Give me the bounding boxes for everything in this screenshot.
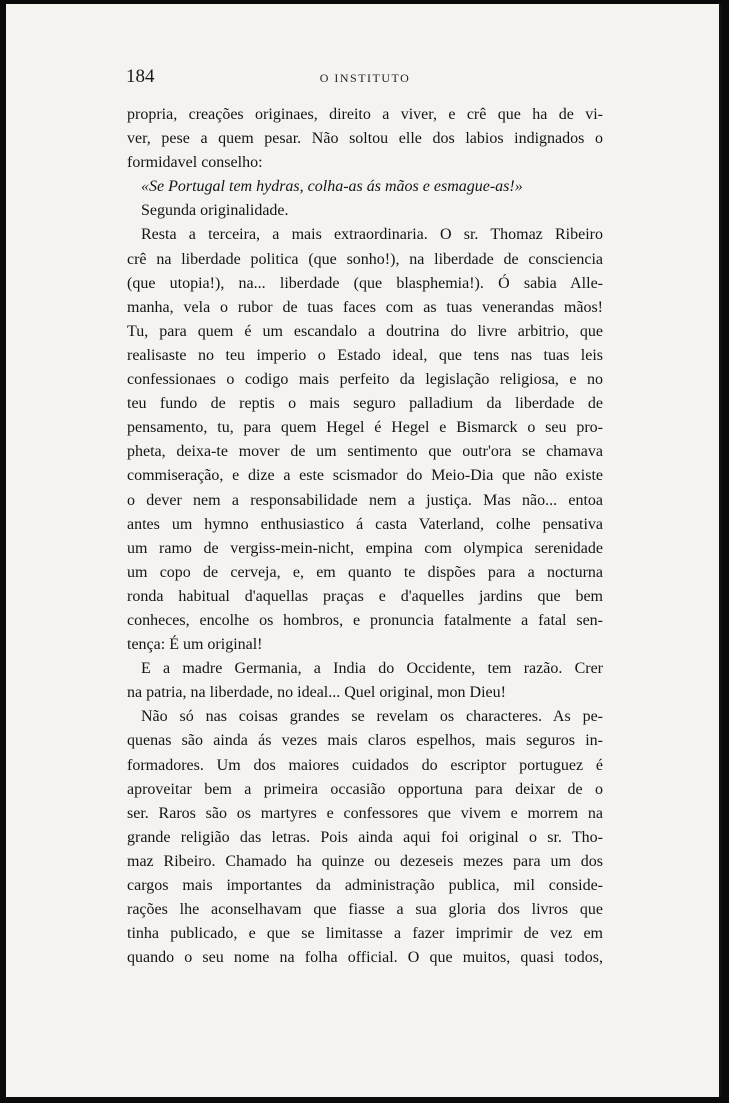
text-line: confessionaes o codigo mais perfeito da legislação religiosa, e no: [127, 371, 603, 389]
text-line: quando o seu nome na folha official. O que muitos, quasi todos,: [127, 949, 603, 967]
text-line: um copo de cerveja, e, em quanto te dispões para a nocturna: [127, 563, 603, 581]
text-line: Segunda originalidade.: [141, 202, 289, 220]
page-header: [126, 66, 604, 90]
text-line: commiseração, e dize a este scismador do Meio-Dia que não existe: [127, 467, 603, 485]
text-line: formadores. Um dos maiores cuidados do escriptor portuguez é: [127, 756, 603, 774]
text-line: tença: É um original!: [127, 636, 263, 654]
text-line: pheta, deixa-te mover de um sentimento que outr'ora se chamava: [127, 443, 603, 461]
text-line: na patria, na liberdade, no ideal... Quel original, mon Dieu!: [127, 684, 506, 702]
body-text: [127, 103, 603, 970]
text-line: cargos mais importantes da administração publica, mil conside-: [127, 877, 603, 894]
text-line: Resta a terceira, a mais extraordinaria. O sr. Thomaz Ribeiro: [141, 226, 603, 244]
text-line: teu fundo de reptis o mais seguro palladium da liberdade de: [127, 395, 603, 413]
text-line: manha, vela o rubor de tuas faces com as tuas venerandas mãos!: [127, 298, 603, 316]
page-number: 184: [126, 66, 155, 87]
running-head: O INSTITUTO: [319, 71, 411, 85]
text-line: conheces, encolhe os hombros, e pronuncia fatalmente a fatal sen-: [127, 611, 603, 629]
text-line: tinha publicado, e que se limitasse a fazer imprimir de vez em: [127, 925, 603, 943]
text-line: aproveitar bem a primeira occasião opportuna para deixar de o: [127, 780, 603, 798]
text-line: Tu, para quem é um escandalo a doutrina do livre arbitrio, que: [127, 322, 603, 340]
text-line: E a madre Germania, a India do Occidente, tem razão. Crer: [141, 660, 603, 678]
text-line: formidavel conselho:: [127, 154, 263, 172]
text-line: pensamento, tu, para quem Hegel é Hegel e Bismarck o seu pro-: [127, 419, 603, 437]
text-line: rações lhe aconselhavam que fiasse a sua gloria dos livros que: [127, 901, 603, 919]
text-line: (que utopia!), na... liberdade (que blasphemia!). Ó sabia Alle-: [127, 274, 603, 292]
quoted-line: «Se Portugal tem hydras, colha-as ás mãos e esmague-as!»: [141, 178, 523, 196]
text-line: um ramo de vergiss-mein-nicht, empina com olympica serenidade: [127, 539, 603, 557]
text-line: Não só nas coisas grandes se revelam os characteres. As pe-: [141, 708, 603, 726]
text-line: grande religião das letras. Pois ainda aqui foi original o sr. Tho-: [127, 828, 603, 846]
text-line: ser. Raros são os martyres e confessores que vivem e morrem na: [127, 804, 603, 822]
text-line: crê na liberdade politica (que sonho!), na liberdade de consciencia: [127, 250, 603, 268]
text-line: ronda habitual d'aquellas praças e d'aquelles jardins que bem: [127, 587, 603, 605]
text-line: ver, pese a quem pesar. Não soltou elle dos labios indignados o: [127, 130, 603, 148]
text-line: antes um hymno enthusiastico á casta Vaterland, colhe pensativa: [127, 515, 603, 533]
text-line: maz Ribeiro. Chamado ha quinze ou dezeseis mezes para um dos: [127, 852, 603, 870]
book-page: [6, 4, 722, 1097]
text-line: quenas são ainda ás vezes mais claros espelhos, mais seguros in-: [127, 732, 603, 750]
text-line: propria, creações originaes, direito a viver, e crê que ha de vi-: [127, 106, 603, 123]
text-line: o dever nem a responsabilidade nem a justiça. Mas não... entoa: [127, 491, 603, 509]
text-line: realisaste no teu imperio o Estado ideal, que tens nas tuas leis: [127, 346, 603, 364]
